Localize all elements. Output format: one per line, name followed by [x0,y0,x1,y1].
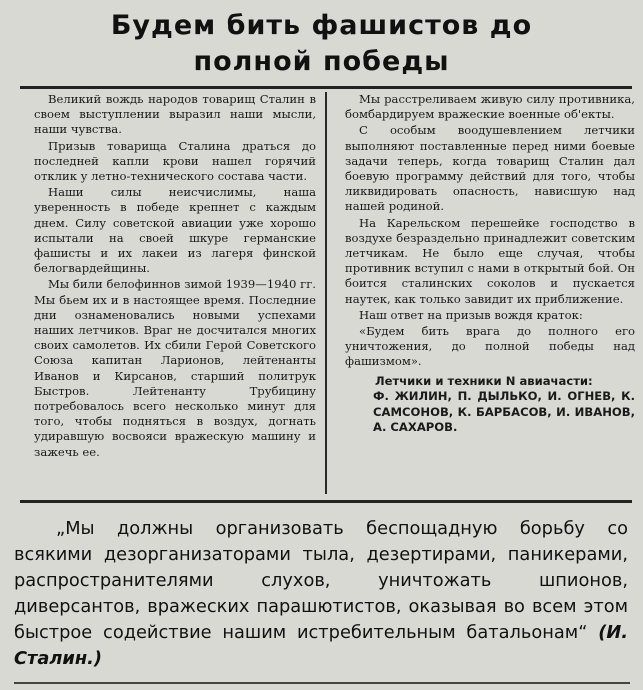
signature-names: Ф. ЖИЛИН, П. ДЫЛЬКО, И. ОГНЕВ, К. САМСОНОВ, К. БАРБАСОВ, И. ИВАНОВ, А. САХАРОВ. [373,389,635,435]
left-paragraph: Наши силы неисчислимы, наша уверенность в победе крепнет с каждым днем. Силу советской авиации уже хорошо испытали на своей шкуре германские фашисты и их лакеи из лагеря финской белогвардейщины. [34,185,316,276]
bottom-divider [14,682,630,684]
right-column [345,92,635,436]
column-divider [325,92,327,494]
left-paragraph: Призыв товарища Сталина драться до последней капли крови нашел горячий отклик у летно-технического состава части. [34,138,316,184]
top-divider [20,86,632,89]
left-paragraph: Мы били белофиннов зимой 1939—1940 гг. Мы бьем их и в настоящее время. Последние дни ознаменовались новыми успехами наших летчиков. Враг не досчитался многих своих самолетов. Их сбили Герой Советского Союза капитан Ларионов, лейтенанты Иванов и Кирсанов, старший политрук Быстров. Лейтенанту Трубицину потребовалось всего несколько минут для того, чтобы подняться в воздух, догнать удиравшую восвояси вражескую машину и зажечь ее. [34,277,316,459]
signature-block [345,374,635,436]
headline-line-2: полной победы [193,46,450,77]
right-paragraph: Мы расстреливаем живую силу противника, бомбардируем вражеские военные об'екты. [345,92,635,122]
quote-text [14,516,628,672]
stalin-quote [14,516,628,672]
right-paragraph: «Будем бить врага до полного его уничтожения, до полной победы над фашизмом». [345,324,635,369]
right-paragraph: С особым воодушевлением летчики выполняют поставленные перед ними боевые задачи теперь, когда товарищ Сталин дал боевую программу действий для того, чтобы ликвидировать опасность, нависшую над нашей родиной. [345,123,635,214]
left-paragraph: Великий вождь народов товарищ Сталин в своем выступлении выразил наши мысли, наши чувства. [34,92,316,137]
quote-body: „Мы должны организовать беспощадную борьбу со всякими дезорганизаторами тыла, дезертирами, паникерами, распространителями слухов, уничтожать шпионов, диверсантов, вражеских парашютистов, оказывая во всем этом быстрое содействие нашим истребительным батальонам“ [14,518,628,643]
quote-divider [20,500,632,503]
headline-line-1: Будем бить фашистов до [110,10,533,41]
right-paragraph: На Карельском перешейке господство в воздухе безраздельно принадлежит советским летчикам. Не было еще случая, чтобы противник вступил с нами в открытый бой. Он боится сталинских соколов и пускается наутек, как только завидит их приближение. [345,215,635,306]
signature-lead: Летчики и техники N авиачасти: [375,373,593,388]
quote-attribution: (И. Сталин.) [14,622,628,669]
left-column [34,92,316,461]
right-paragraph: Наш ответ на призыв вождя краток: [359,307,583,322]
